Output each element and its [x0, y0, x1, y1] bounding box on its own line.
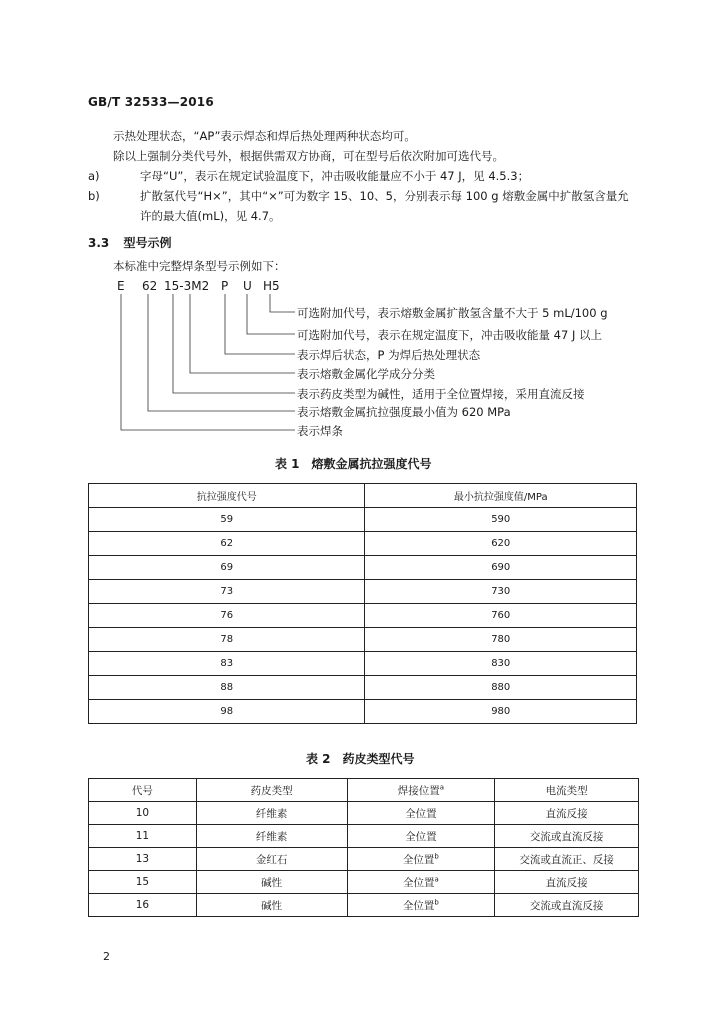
column-header-label: 焊接位置: [397, 784, 440, 797]
table-cell: 780: [365, 628, 637, 652]
example-desc-electrode: 表示焊条: [297, 424, 343, 438]
table-cell: 690: [365, 556, 637, 580]
table-row: [89, 825, 639, 848]
table-cell: 交流或直流正、反接: [495, 848, 639, 871]
table-cell: 碱性: [196, 894, 347, 917]
table-row: [89, 604, 637, 628]
table-cell: [347, 802, 495, 825]
table-row: [89, 802, 639, 825]
example-desc-coating: 表示药皮类型为碱性，适用于全位置焊接，采用直流反接: [297, 387, 585, 401]
code-p: P: [221, 279, 229, 293]
paragraph-optional-codes: 除以上强制分类代号外，根据供需双方协商，可在型号后依次附加可选代号。: [113, 149, 504, 163]
table-cell: 交流或直流反接: [495, 825, 639, 848]
table-cell: 13: [89, 848, 197, 871]
table-cell: 纤维素: [196, 825, 347, 848]
table-cell: 880: [365, 676, 637, 700]
code-62: 62: [142, 279, 158, 293]
table-row: [89, 508, 637, 532]
table-cell: [347, 871, 495, 894]
cell-text: 全位置: [402, 899, 435, 912]
cell-text: 全位置: [402, 853, 435, 866]
cell-text: 全位置: [402, 876, 435, 889]
column-header: [347, 779, 495, 802]
table-cell: 16: [89, 894, 197, 917]
table-cell: 980: [365, 700, 637, 724]
list-item-b-cont: 许的最大值(mL)，见 4.7。: [140, 209, 281, 223]
table-row: [89, 848, 639, 871]
table-cell: 金红石: [196, 848, 347, 871]
table-cell: 78: [89, 628, 365, 652]
list-item-b: 扩散氢代号“H×”，其中“×”可为数字 15、10、5，分别表示每 100 g 熔敷金属中扩散氢含量允: [140, 189, 629, 203]
column-header: 代号: [89, 779, 197, 802]
standard-header: GB/T 32533—2016: [88, 95, 214, 109]
code-h5: H5: [263, 279, 280, 293]
footnote-mark: a: [434, 875, 439, 883]
code-15-3m2: 15-3M2: [164, 279, 210, 293]
table-row: [89, 628, 637, 652]
table-row: [89, 556, 637, 580]
table-cell: 83: [89, 652, 365, 676]
section-number: 3.3: [88, 236, 110, 250]
table-cell: 730: [365, 580, 637, 604]
table-row: [89, 652, 637, 676]
cell-text: 全位置: [405, 830, 437, 843]
column-header: 抗拉强度代号: [89, 484, 365, 508]
table-cell: 620: [365, 532, 637, 556]
table-cell: 830: [365, 652, 637, 676]
table-cell: 62: [89, 532, 365, 556]
list-item-a: 字母“U”，表示在规定试验温度下，冲击吸收能量应不小于 47 J，见 4.5.3；: [140, 169, 530, 183]
example-desc-u: 可选附加代号，表示在规定温度下，冲击吸收能量 47 J 以上: [297, 328, 602, 342]
table-cell: 76: [89, 604, 365, 628]
table-cell: 88: [89, 676, 365, 700]
table-row: [89, 894, 639, 917]
column-header: 药皮类型: [196, 779, 347, 802]
table-cell: 59: [89, 508, 365, 532]
column-header: 电流类型: [495, 779, 639, 802]
table-row: [89, 580, 637, 604]
table-cell: 760: [365, 604, 637, 628]
cell-text: 全位置: [405, 807, 437, 820]
table1-caption: 表 1 熔敷金属抗拉强度代号: [275, 457, 432, 471]
example-desc-p: 表示焊后状态，P 为焊后热处理状态: [297, 348, 481, 362]
example-desc-h5: 可选附加代号，表示熔敷金属扩散氢含量不大于 5 mL/100 g: [297, 306, 608, 320]
table-cell: 15: [89, 871, 197, 894]
list-label-b: b): [88, 189, 100, 203]
section-title: 型号示例: [123, 236, 172, 250]
footnote-mark: b: [434, 852, 439, 860]
example-intro: 本标准中完整焊条型号示例如下：: [113, 259, 286, 273]
table-cell: 直流反接: [495, 802, 639, 825]
code-u: U: [243, 279, 252, 293]
table-cell: [347, 848, 495, 871]
table-row: [89, 871, 639, 894]
table-header-row: [89, 484, 637, 508]
list-label-a: a): [88, 169, 100, 183]
table-cell: 10: [89, 802, 197, 825]
table-cell: [347, 825, 495, 848]
table-row: [89, 676, 637, 700]
table-cell: 73: [89, 580, 365, 604]
table-cell: 纤维素: [196, 802, 347, 825]
table-row: [89, 532, 637, 556]
paragraph-heat-state: 示热处理状态，“AP”表示焊态和焊后热处理两种状态均可。: [113, 129, 416, 143]
table-cell: 直流反接: [495, 871, 639, 894]
table-cell: 98: [89, 700, 365, 724]
coating-type-table: [88, 778, 639, 917]
table-cell: 交流或直流反接: [495, 894, 639, 917]
footnote-mark: a: [439, 783, 444, 791]
table-cell: 碱性: [196, 871, 347, 894]
table2-caption: 表 2 药皮类型代号: [306, 752, 415, 766]
table-cell: 69: [89, 556, 365, 580]
table-cell: 11: [89, 825, 197, 848]
table-header-row: [89, 779, 639, 802]
example-desc-chem: 表示熔敷金属化学成分分类: [297, 367, 435, 381]
code-e: E: [117, 279, 125, 293]
table-cell: [347, 894, 495, 917]
strength-code-table: [88, 483, 637, 724]
page-number: 2: [103, 950, 110, 963]
table-cell: 590: [365, 508, 637, 532]
column-header: 最小抗拉强度值/MPa: [365, 484, 637, 508]
table-row: [89, 700, 637, 724]
example-desc-strength: 表示熔敷金属抗拉强度最小值为 620 MPa: [297, 405, 511, 419]
footnote-mark: b: [434, 898, 439, 906]
